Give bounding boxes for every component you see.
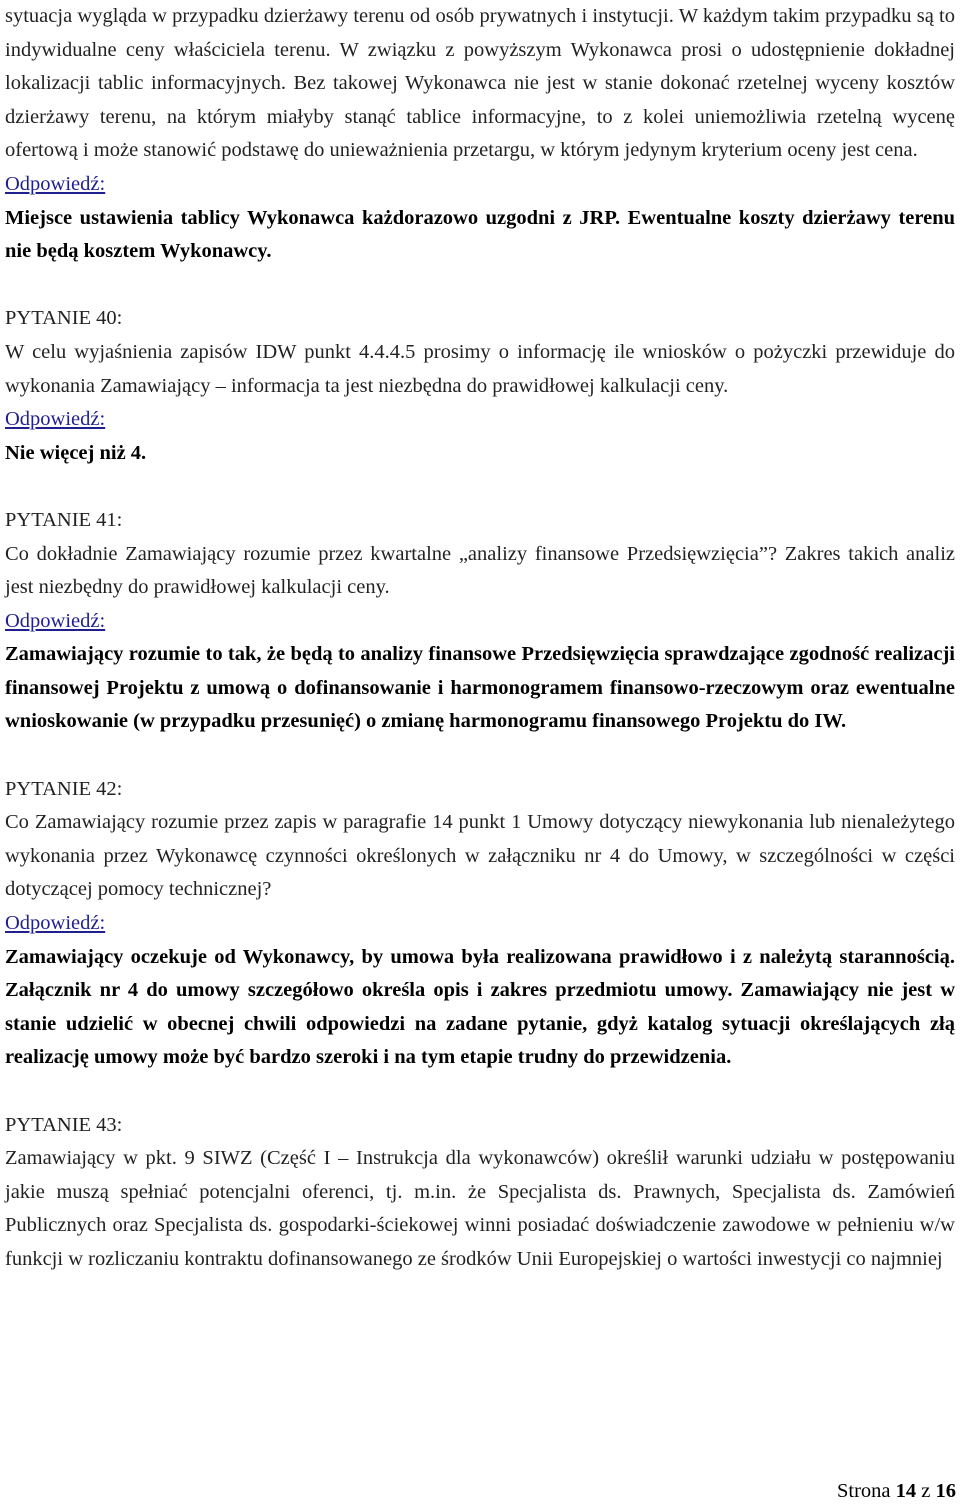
spacer bbox=[5, 739, 955, 773]
footer-separator: z bbox=[921, 1480, 931, 1503]
question-heading-41: PYTANIE 41: bbox=[5, 508, 123, 531]
answer-text-42: Zamawiający oczekuje od Wykonawcy, by umowa była realizowana prawidłowo i z należytą starannością. Załącznik nr 4 do umowy szczegółowo określa opis i zakres przedmiotu umowy. Zamawiający nie jest w stanie udzielić w obecnej chwili odpowiedzi na zadane pytanie, gdyż katalog sytuacji określających złą realizację umowy może być bardzo szeroki i na tym etapie trudny do przewidzenia. bbox=[5, 945, 955, 1069]
footer-page-total: 16 bbox=[935, 1480, 956, 1503]
answer-label: Odpowiedź: bbox=[5, 609, 106, 632]
answer-text-40: Nie więcej niż 4. bbox=[5, 441, 147, 464]
spacer bbox=[5, 269, 955, 303]
answer-label: Odpowiedź: bbox=[5, 912, 106, 935]
intro-answer: Miejsce ustawienia tablicy Wykonawca każdorazowo uzgodni z JRP. Ewentualne koszty dzierżawy terenu nie będą kosztem Wykonawcy. bbox=[5, 206, 955, 263]
page-footer bbox=[837, 1475, 956, 1509]
question-text-41: Co dokładnie Zamawiający rozumie przez kwartalne „analizy finansowe Przedsięwzięcia”? Zakres takich analiz jest niezbędny do prawidłowej kalkulacji ceny. bbox=[5, 542, 955, 599]
intro-paragraph: sytuacja wygląda w przypadku dzierżawy terenu od osób prywatnych i instytucji. W każdym takim przypadku są to indywidualne ceny właściciela terenu. W związku z powyższym Wykonawca prosi o udostępnienie dokładnej lokalizacji tablic informacyjnych. Bez takowej Wykonawca nie jest w stanie dokonać rzetelnej wyceny kosztów dzierżawy terenu, na którym miałyby stanąć tablice informacyjne, to z kolei uniemożliwia rzetelną wycenę ofertową i może stanowić podstawę do unieważnienia przetargu, w którym jedynym kryterium oceny jest cena. bbox=[5, 5, 955, 162]
spacer bbox=[5, 1075, 955, 1109]
question-text-42: Co Zamawiający rozumie przez zapis w paragrafie 14 punkt 1 Umowy dotyczący niewykonania lub nienależytego wykonania przez Wykonawcę czynności określonych w załączniku nr 4 do Umowy, w szczególności w części dotyczącej pomocy technicznej? bbox=[5, 811, 955, 901]
spacer bbox=[5, 470, 955, 504]
question-heading-40: PYTANIE 40: bbox=[5, 307, 123, 330]
footer-page-number: 14 bbox=[895, 1480, 917, 1503]
question-heading-42: PYTANIE 42: bbox=[5, 777, 123, 800]
answer-label: Odpowiedź: bbox=[5, 172, 106, 195]
question-heading-43: PYTANIE 43: bbox=[5, 1113, 123, 1136]
answer-label: Odpowiedź: bbox=[5, 408, 106, 431]
footer-prefix: Strona bbox=[836, 1480, 891, 1503]
question-text-40: W celu wyjaśnienia zapisów IDW punkt 4.4.4.5 prosimy o informację ile wniosków o pożyczki przewiduje do wykonania Zamawiający – informacja ta jest niezbędna do prawidłowej kalkulacji ceny. bbox=[5, 340, 955, 397]
answer-text-41: Zamawiający rozumie to tak, że będą to analizy finansowe Przedsięwzięcia sprawdzające zgodność realizacji finansowej Projektu z umową o dofinansowanie i harmonogramem finansowo-rzeczowym oraz ewentualne wnioskowanie (w przypadku przesunięć) o zmianę harmonogramu finansowego Projektu do IW. bbox=[5, 643, 955, 733]
question-text-43: Zamawiający w pkt. 9 SIWZ (Część I – Instrukcja dla wykonawców) określił warunki udziału w postępowaniu jakie muszą spełniać potencjalni oferenci, tj. m.in. że Specjalista ds. Prawnych, Specjalista ds. Zamówień Publicznych oraz Specjalista ds. gospodarki-ściekowej winni posiadać doświadczenie zawodowe w pełnieniu w/w funkcji w rozliczaniu kontraktu dofinansowanego ze środków Unii Europejskiej o wartości inwestycji co najmniej bbox=[5, 1147, 955, 1270]
document-page bbox=[5, 0, 955, 1277]
